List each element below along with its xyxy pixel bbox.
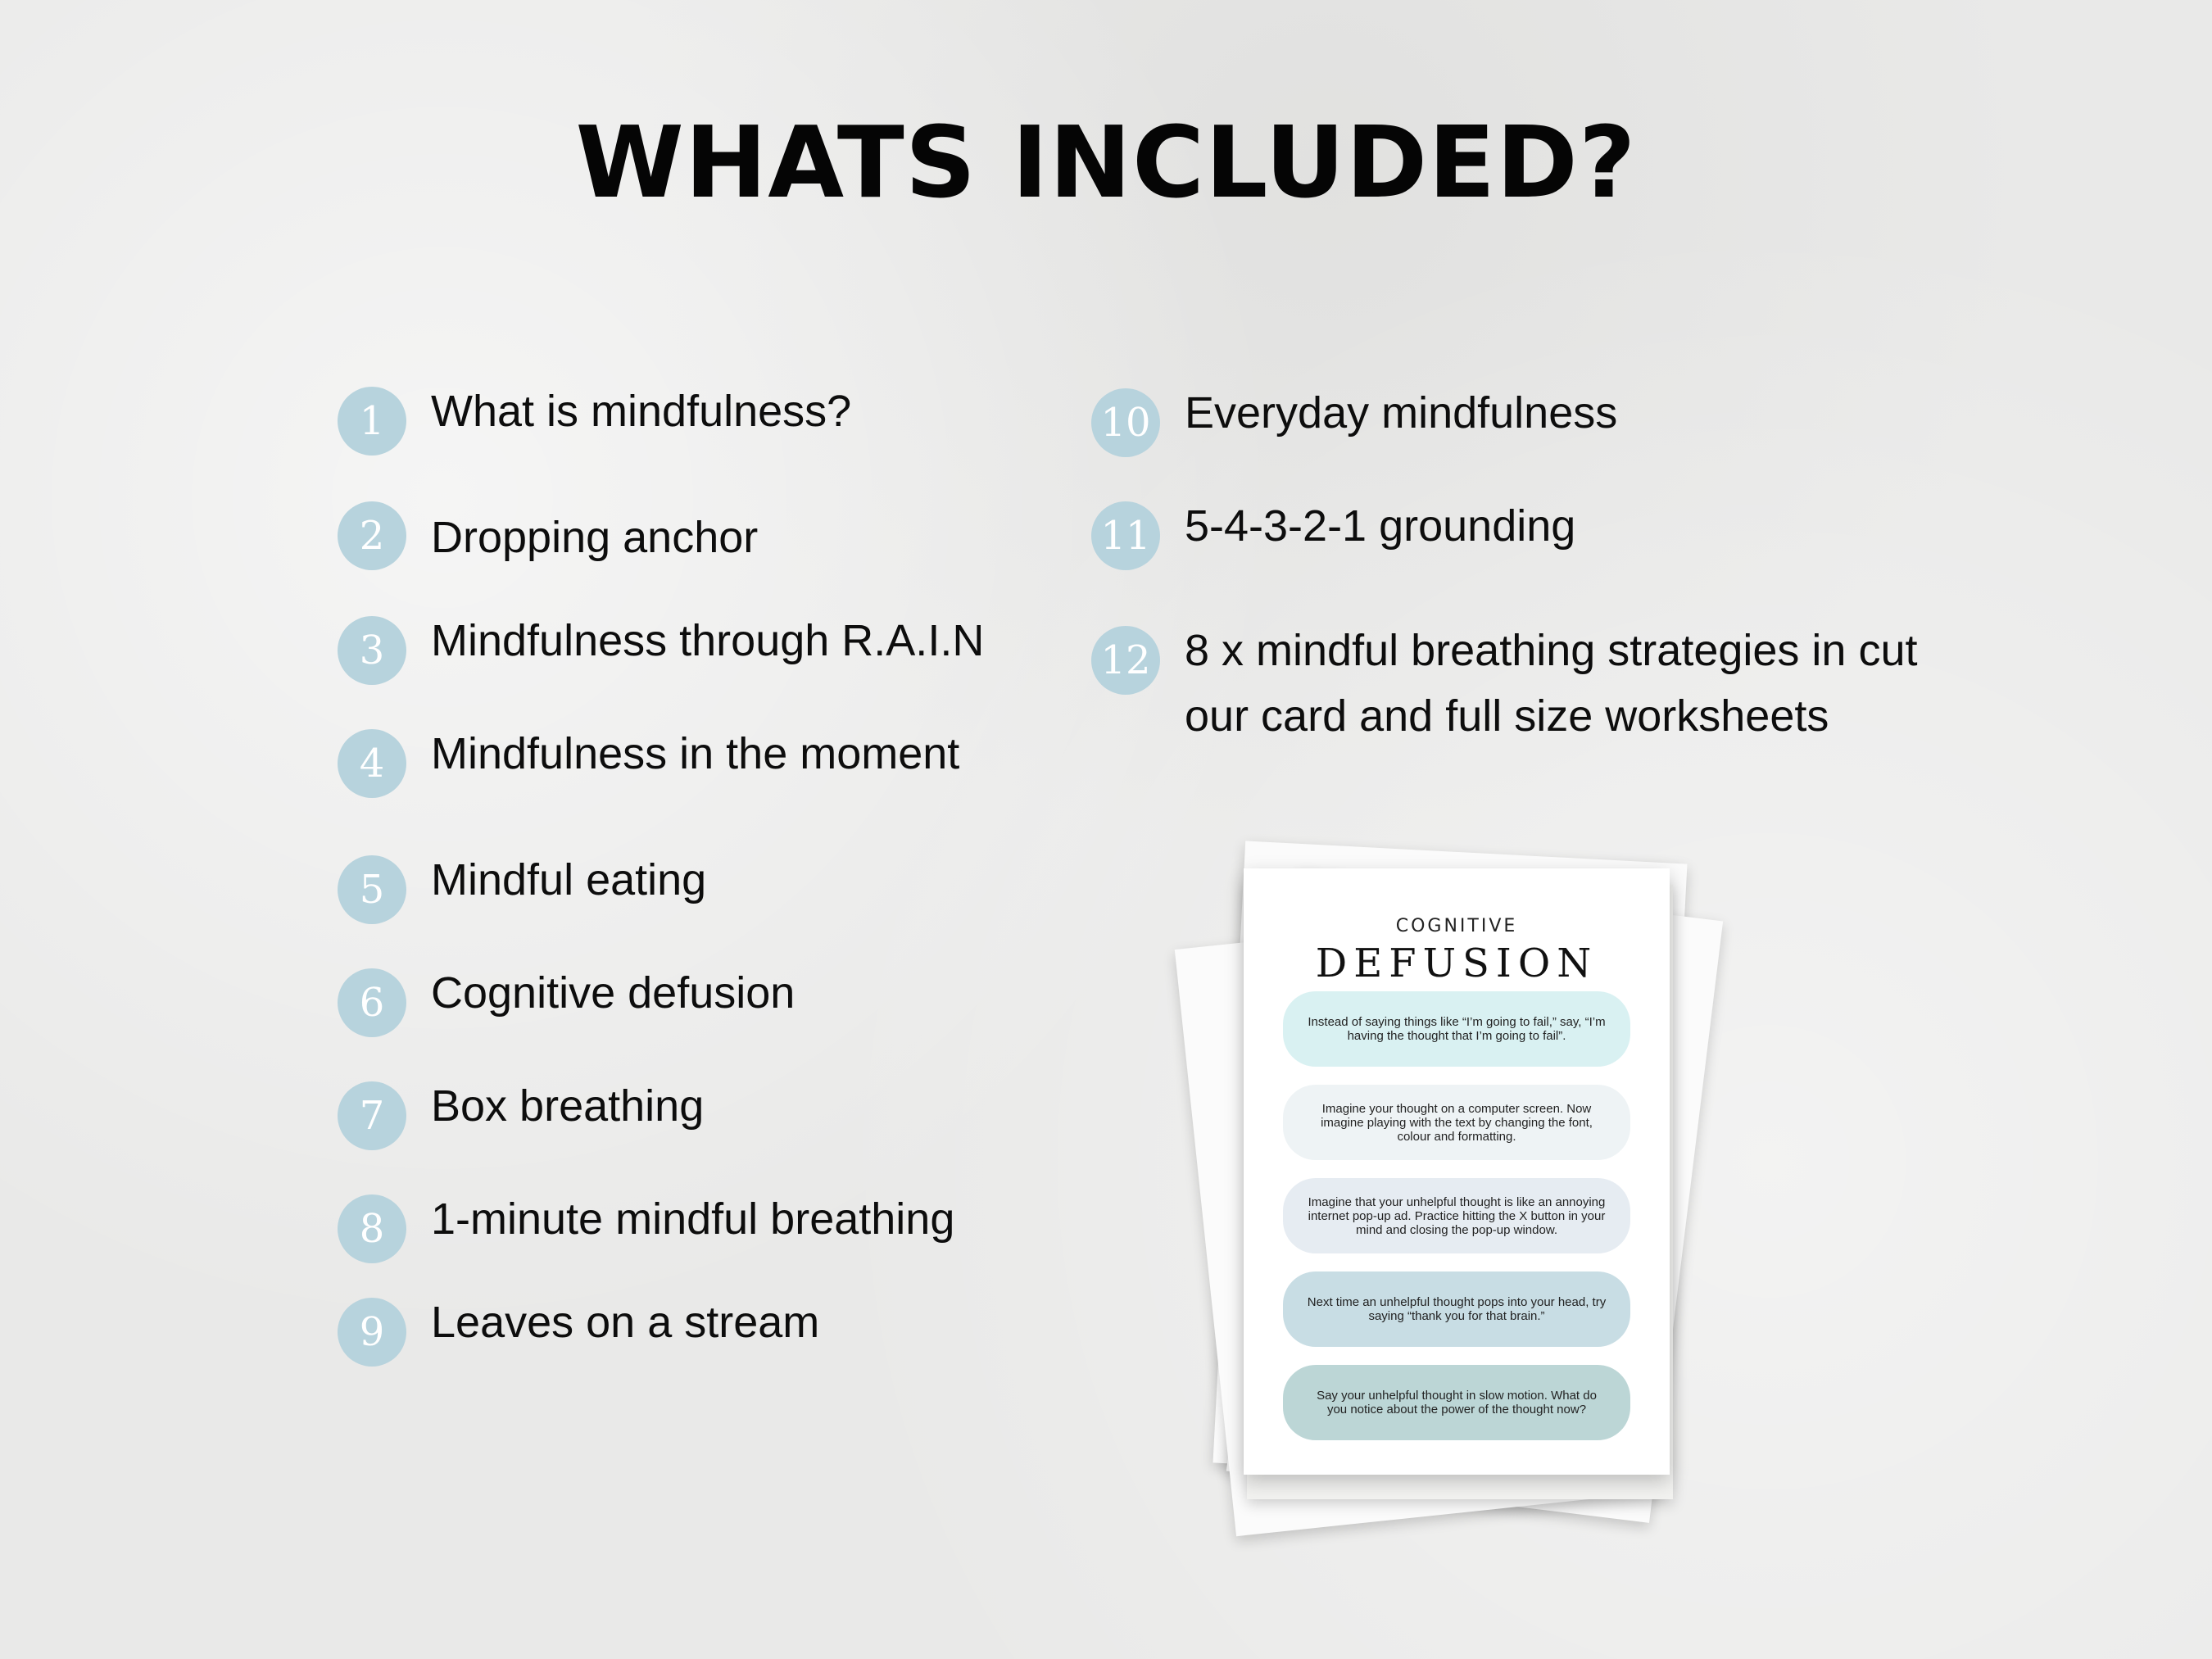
- page-title: WHATS INCLUDED?: [575, 107, 1637, 220]
- list-item: [338, 968, 795, 1037]
- item-label: 1-minute mindful breathing: [431, 1194, 955, 1244]
- item-label: Mindfulness in the moment: [431, 729, 960, 778]
- list-item: [338, 1081, 704, 1150]
- number-badge: 8: [338, 1194, 406, 1263]
- number-badge: 10: [1091, 388, 1160, 457]
- item-label: Box breathing: [431, 1081, 705, 1131]
- item-label: 8 x mindful breathing strategies in cut our card and full size worksheets: [1185, 626, 1918, 741]
- item-label: Cognitive defusion: [431, 968, 796, 1018]
- number-badge: 7: [338, 1081, 406, 1150]
- item-label: 5-4-3-2-1 grounding: [1185, 501, 1576, 551]
- list-item: [338, 1298, 819, 1367]
- worksheet-page: [1244, 868, 1670, 1475]
- number-badge: 4: [338, 729, 406, 798]
- item-label: Mindfulness through R.A.I.N: [431, 616, 985, 665]
- worksheet-stack: [1172, 836, 1761, 1524]
- number-badge: 5: [338, 855, 406, 924]
- number-badge: 2: [338, 501, 406, 570]
- item-label: Dropping anchor: [431, 513, 759, 562]
- item-label: What is mindfulness?: [431, 387, 852, 436]
- list-item: [338, 616, 984, 685]
- item-label: Leaves on a stream: [431, 1298, 820, 1347]
- tip-card: Imagine that your unhelpful thought is like an annoying internet pop-up ad. Practice hitting the X button in your mind and closing the pop-up window.: [1283, 1178, 1630, 1253]
- list-item: [1091, 626, 1971, 749]
- number-badge: 3: [338, 616, 406, 685]
- number-badge: 11: [1091, 501, 1160, 570]
- list-item: [338, 1194, 954, 1263]
- tip-card: Instead of saying things like “I’m going to fail,” say, “I’m having the thought that I’m going to fail”.: [1283, 991, 1630, 1067]
- worksheet-title: DEFUSION: [1315, 941, 1598, 986]
- tip-card: Say your unhelpful thought in slow motion. What do you notice about the power of the thought now?: [1283, 1365, 1630, 1440]
- item-label: Everyday mindfulness: [1185, 388, 1618, 437]
- item-label: Mindful eating: [431, 855, 707, 904]
- list-item: [1091, 501, 1575, 570]
- worksheet-kicker: COGNITIVE: [1395, 916, 1518, 936]
- number-badge: 1: [338, 387, 406, 456]
- list-item: [338, 387, 851, 456]
- list-item: [1091, 388, 1617, 457]
- list-item: [338, 855, 706, 924]
- number-badge: 9: [338, 1298, 406, 1367]
- number-badge: 6: [338, 968, 406, 1037]
- tip-card: Next time an unhelpful thought pops into your head, try saying “thank you for that brain.”: [1283, 1271, 1630, 1347]
- list-item: [338, 729, 959, 798]
- tip-card: Imagine your thought on a computer screen. Now imagine playing with the text by changing the font, colour and formatting.: [1283, 1085, 1630, 1160]
- list-item: [338, 501, 758, 570]
- number-badge: 12: [1091, 626, 1160, 695]
